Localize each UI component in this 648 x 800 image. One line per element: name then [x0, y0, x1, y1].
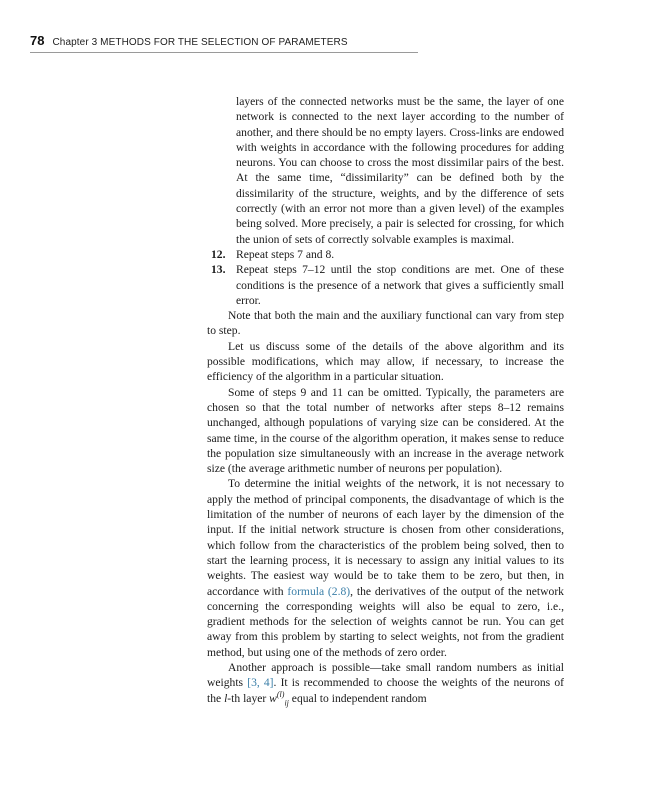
step-number: 12.: [211, 247, 226, 261]
weight-symbol: [269, 689, 289, 707]
paragraph-random-weights: [207, 660, 564, 706]
paragraph-text: . It is recommended to choose the weights of the neurons of the: [207, 676, 564, 705]
step-continuation: layers of the connected networks must be the same, the layer of one network is connected to the next layer according to the number of another, and there should be no empty layers. Cross-links are endowed with weights in accordance with the following procedures for adding neurons. You can choose to cross the most dissimilar pairs of the best. At the same time, “dissimilarity” can be defined both by the dissimilarity of the structure, weights, and by the difference of sets correctly (with an error not more than a given level) of the examples being solved. More precisely, a pair is selected for crossing, for which the union of sets of correctly solvable examples is maximal.: [236, 95, 564, 246]
step-text: Repeat steps 7–12 until the stop conditions are met. One of these conditions is the presence of a network that gives a sufficiently small error.: [236, 263, 564, 307]
paragraph-text: -th layer: [227, 691, 270, 705]
paragraph-omitted-steps: Some of steps 9 and 11 can be omitted. Typically, the parameters are chosen so that the total number of networks after steps 8–12 remains unchanged, although populations of varying size can be considered. At the same time, in the course of the algorithm operation, it makes sense to reduce the population size simultaneously with an increase in the average network size (the average arithmetic number of neurons per population).: [207, 385, 564, 476]
running-head: [30, 32, 418, 53]
step-item: [207, 247, 564, 262]
paragraph-note: Note that both the main and the auxiliary functional can vary from step to step.: [207, 309, 564, 338]
step-item: [207, 262, 564, 308]
paragraph-initial-weights: [207, 476, 564, 660]
paragraph-text: equal to independent random: [288, 691, 427, 705]
weight-subscript: ij: [284, 697, 289, 707]
step-text: Repeat steps 7 and 8.: [236, 247, 335, 261]
paragraph-text: Another approach is possible—take small random numbers as initial weights: [207, 660, 564, 690]
chapter-title: Chapter 3 METHODS FOR THE SELECTION OF PARAMETERS: [52, 37, 348, 48]
body-text: [207, 94, 564, 706]
paragraph-text: To determine the initial weights of the network, it is not necessary to apply the method of principal components, the disadvantage of which is the limitation of the number of neurons of each layer by the dimension of the input. If the initial network structure is chosen from other considerations, which follow from the characteristics of the problem being solved, then to start the learning process, it is necessary to assign any initial values to its weights. The easiest way would be to take them to be zero, but then, in accordance with: [207, 477, 564, 598]
citation-link[interactable]: [3, 4]: [247, 676, 274, 690]
step-number: 13.: [211, 263, 226, 277]
paragraph-text: , the derivatives of the output of the network concerning the corresponding weights will also be equal to zero, i.e., gradient methods for the selection of weights cannot be run. You can get away from this problem by starting to select weights, not from the gradient method, but using one of the methods of zero order.: [207, 584, 564, 659]
weight-base: w: [269, 691, 277, 705]
layer-variable: l: [224, 691, 228, 705]
formula-link[interactable]: formula (2.8): [287, 584, 351, 598]
page-number: 78: [30, 33, 45, 48]
weight-superscript: (l): [276, 689, 285, 699]
paragraph-discussion: Let us discuss some of the details of the above algorithm and its possible modifications, which may allow, if necessary, to increase the efficiency of the algorithm in a particular situation.: [207, 339, 564, 384]
